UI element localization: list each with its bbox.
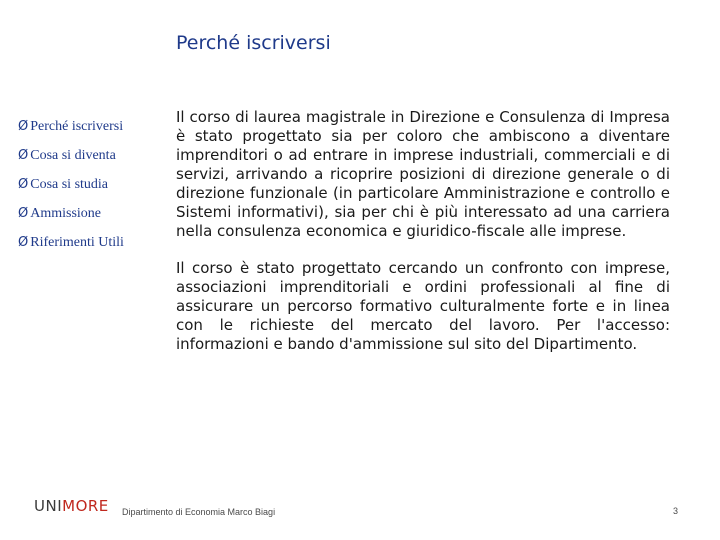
- unimore-logo: [34, 497, 109, 515]
- nav-item-label: Cosa si diventa: [30, 147, 116, 163]
- nav-item-riferimenti-utili[interactable]: [18, 228, 168, 257]
- nav-item-label: Ammissione: [30, 205, 102, 221]
- nav-item-label: Cosa si studia: [30, 176, 109, 192]
- logo-text-more: MORE: [62, 497, 109, 515]
- nav-item-cosa-si-diventa[interactable]: [18, 141, 168, 170]
- nav-item-ammissione[interactable]: [18, 199, 168, 228]
- arrow-bullet-icon: Ø: [18, 235, 29, 250]
- logo-text-uni: UNI: [34, 497, 63, 515]
- nav-item-perche-iscriversi[interactable]: [18, 112, 168, 141]
- footer-department: Dipartimento di Economia Marco Biagi: [122, 507, 276, 517]
- nav-item-label: Perché iscriversi: [30, 118, 124, 134]
- paragraph-intro: Il corso di laurea magistrale in Direzione e Consulenza di Impresa è stato progettato sia per coloro che ambiscono a diventare imprenditori o ad entrare in imprese industriali, commerciali e di servizi, arrivando a ricoprire posizioni di direzione generale o di direzione funzionale (in particolare Amministrazione e controllo e Sistemi informativi), sia per chi è più interessato ad una carriera nella consulenza economica e giuridico-fiscale alle imprese.: [176, 108, 670, 240]
- main-content: [176, 108, 670, 372]
- nav-item-cosa-si-studia[interactable]: [18, 170, 168, 199]
- paragraph-design: Il corso è stato progettato cercando un confronto con imprese, associazioni imprenditoriali e ordini professionali al fine di assicurare un percorso formativo culturalmente forte e in linea con le richieste del mercato del lavoro. Per l'accesso: informazioni e bando d'ammissione sul sito del Dipartimento.: [176, 259, 670, 353]
- arrow-bullet-icon: Ø: [18, 177, 29, 192]
- page-number: 3: [672, 506, 678, 516]
- nav-item-label: Riferimenti Utili: [30, 234, 124, 250]
- arrow-bullet-icon: Ø: [18, 119, 29, 134]
- arrow-bullet-icon: Ø: [18, 206, 29, 221]
- sidebar-nav: [18, 112, 168, 257]
- arrow-bullet-icon: Ø: [18, 148, 29, 163]
- slide-title: Perché iscriversi: [176, 32, 331, 54]
